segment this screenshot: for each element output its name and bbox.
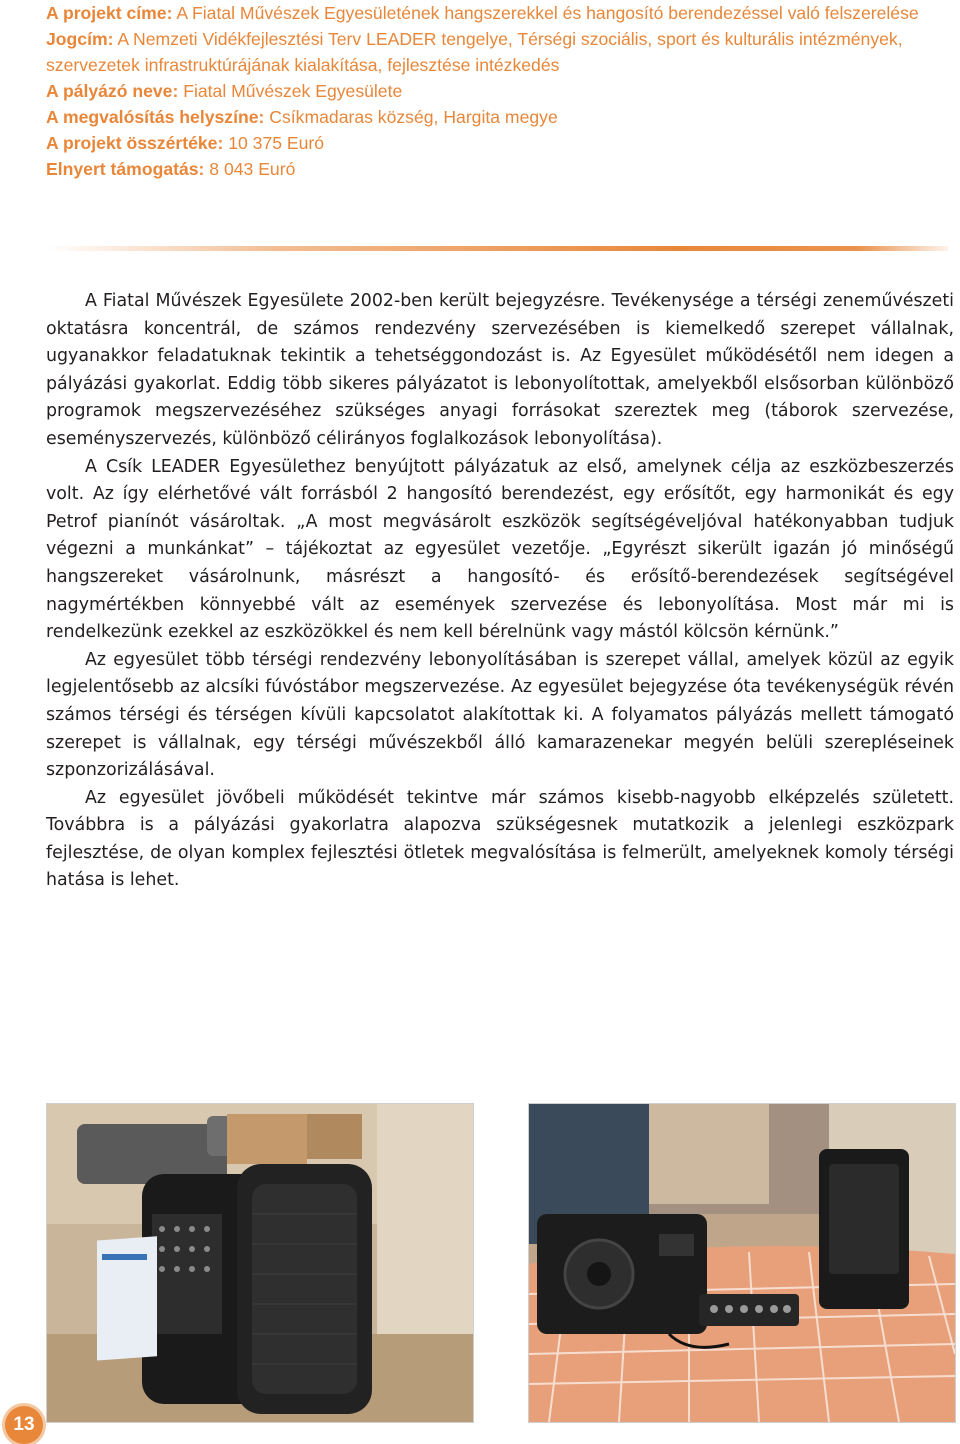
location-label: A megvalósítás helyszíne: bbox=[46, 107, 265, 127]
project-info bbox=[46, 0, 946, 182]
photo-speakers-table bbox=[528, 1103, 956, 1423]
location-value: Csíkmadaras község, Hargita megye bbox=[269, 107, 558, 127]
grant-line bbox=[46, 156, 946, 182]
project-title-label: A projekt címe: bbox=[46, 3, 173, 23]
section-divider bbox=[48, 246, 948, 251]
paragraph-3: Az egyesület több térségi rendezvény lebonyolításában is szerepet vállal, amelyek közül az egyik legjelentősebb az alcsíki fúvóstábor megszervezése. Az egyesület bejegyzése óta tevékenységük révén számos térségi és térségen kívüli kapcsolatot alakítottak ki. A folyamatos pályázás mellett támogató szerepet is vállalnak, egy térségi művészekből álló kamarazenekar megyén belüli szerepléseinek szponzorizálásával. bbox=[46, 649, 954, 781]
applicant-label: A pályázó neve: bbox=[46, 81, 179, 101]
grant-label: Elnyert támogatás: bbox=[46, 159, 205, 179]
total-value-label: A projekt összértéke: bbox=[46, 133, 224, 153]
applicant-value: Fiatal Művészek Egyesülete bbox=[183, 81, 403, 101]
legal-basis-label: Jogcím: bbox=[46, 29, 114, 49]
article-body bbox=[46, 288, 954, 895]
total-value: 10 375 Euró bbox=[228, 133, 325, 153]
page-number-badge: 13 bbox=[5, 1406, 43, 1444]
paragraph-2: A Csík LEADER Egyesülethez benyújtott pályázatuk az első, amelynek célja az eszközbeszerzés volt. Az így elérhetővé vált forrásból 2 hangosító berendezést, egy erősítőt, egy harmonikát és egy Petrof pianínót vásároltak. „A most megvásárolt eszközök segítségéveljóval hatékonyabban tudjuk végezni a munkánkat” – tájékoztat az egyesület vezetője. „Egyrészt sikerült igazán jó minőségű hangszereket vásárolnunk, másrészt a hangosító- és erősítő-berendezések segítségével nagymértékben könnyebbé vált az események szervezése és lebonyolítása. Most már mi is rendelkezünk ezekkel az eszközökkel és nem kell bérelnünk vagy mástól kölcsön kérnünk.” bbox=[46, 456, 954, 643]
applicant-line bbox=[46, 78, 946, 104]
legal-basis-line bbox=[46, 26, 946, 78]
paragraph-1: A Fiatal Művészek Egyesülete 2002-ben került bejegyzésre. Tevékenysége a térségi zeneművészeti oktatásra koncentrál, de számos rendezvény szervezésében is kiemelkedő szerepet vállalnak, ugyanakkor feladatuknak tekintik a tehetséggondozást is. Az Egyesület működésétől nem idegen a pályázási gyakorlat. Eddig több sikeres pályázatot is lebonyolítottak, amelyekből elsősorban különböző programok megszervezéséhez szükséges anyagi forrásokat szereztek meg (táborok szervezése, eseményszervezés, különböző célirányos foglalkozások lebonyolítása). bbox=[46, 291, 954, 449]
paragraph-4: Az egyesület jövőbeli működését tekintve már számos kisebb-nagyobb elképzelés született. Továbbra is a pályázási gyakorlatra alapozva szükségesnek mutatkozik a jelenlegi eszközpark fejlesztése, de olyan komplex fejlesztési ötletek megvalósítása is felmerült, amelyeknek komoly térségi hatása is lehet. bbox=[46, 787, 954, 891]
photo-speakers-floor bbox=[46, 1103, 474, 1423]
location-line bbox=[46, 104, 946, 130]
project-title-line bbox=[46, 0, 946, 26]
project-title-value: A Fiatal Művészek Egyesületének hangszerekkel és hangosító berendezéssel való felszerelése bbox=[176, 3, 919, 23]
total-value-line bbox=[46, 130, 946, 156]
grant-value: 8 043 Euró bbox=[209, 159, 296, 179]
legal-basis-value: A Nemzeti Vidékfejlesztési Terv LEADER tengelye, Térségi szociális, sport és kulturális intézmények, szervezetek infrastruktúrájának kialakítása, fejlesztése intézkedés bbox=[46, 29, 903, 75]
